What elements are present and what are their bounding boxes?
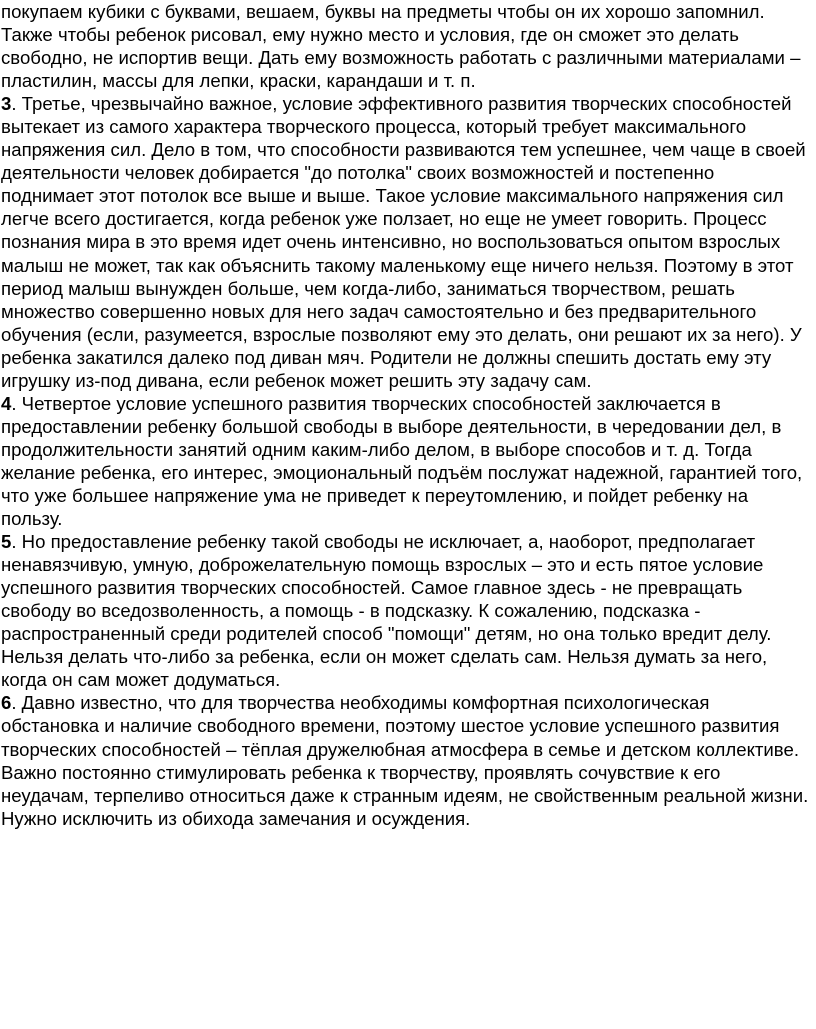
- intro-paragraph: покупаем кубики с буквами, вешаем, буквы на предметы чтобы он их хорошо запомнил. Также чтобы ребенок рисовал, ему нужно место и условия, где он сможет это делать свободно, не испортив вещи. Дать ему возможность работать с различными материалами – пластилин, массы для лепки, краски, карандаши и т. п.: [1, 1, 801, 92]
- section-5-number: 5: [1, 531, 12, 553]
- section-5-text: . Но предоставление ребенку такой свободы не исключает, а, наоборот, предполагает ненавязчивую, умную, доброжелательную помощь взрослых – это и есть пятое условие успешного развития творческих способностей. Самое главное здесь - не превращать свободу во вседозволенность, а помощь - в подсказку. К сожалению, подсказка - распространенный среди родителей способ "помощи" детям, но она только вредит делу. Нельзя делать что-либо за ребенка, если он может сделать сам. Нельзя думать за него, когда он сам может додуматься.: [1, 531, 772, 691]
- section-6-text: . Давно известно, что для творчества необходимы комфортная психологическая обстановка и наличие свободного времени, поэтому шестое условие успешного развития творческих способностей – тёплая дружелюбная атмосфера в семье и детском коллективе. Важно постоянно стимулировать ребенка к творчеству, проявлять сочувствие к его неудачам, терпеливо относиться даже к странным идеям, не свойственным реальной жизни. Нужно исключить из обихода замечания и осуждения.: [1, 692, 809, 829]
- section-4-number: 4: [1, 392, 12, 414]
- section-6-number: 6: [1, 692, 12, 714]
- section-6-paragraph: [1, 691, 810, 829]
- section-5-paragraph: [1, 530, 810, 691]
- section-4-text: . Четвертое условие успешного развития творческих способностей заключается в предоставлении ребенку большой свободы в выборе деятельности, в чередовании дел, в продолжительности занятий одним каким-либо делом, в выборе способов и т. д. Тогда желание ребенка, его интерес, эмоциональный подъём послужат надежной, гарантией того, что уже большее напряжение ума не приведет к переутомлению, и пойдет ребенку на пользу.: [1, 392, 803, 530]
- section-4-paragraph: [1, 392, 810, 530]
- section-3-text: . Третье, чрезвычайно важное, условие эффективного развития творческих способностей вытекает из самого характера творческого процесса, который требует максимального напряжения сил. Дело в том, что способности развиваются тем успешнее, чем чаще в своей деятельности человек добирается "до потолка" своих возможностей и постепенно поднимает этот потолок все выше и выше. Такое условие максимального напряжения сил легче всего достигается, когда ребенок уже ползает, но еще не умеет говорить. Процесс познания мира в это время идет очень интенсивно, но воспользоваться опытом взрослых малыш не может, так как объяснить такому маленькому еще ничего нельзя. Поэтому в этот период малыш вынужден больше, чем когда-либо, заниматься творчеством, решать множество совершенно новых для него задач самостоятельно и без предварительного обучения (если, разумеется, взрослые позволяют ему это делать, они решают их за него). У ребенка закатился далеко под диван мяч. Родители не должны спешить достать ему эту игрушку из-под дивана, если ребенок может решить эту задачу сам.: [1, 93, 806, 391]
- section-3-number: 3: [1, 93, 12, 115]
- section-3-paragraph: [1, 92, 810, 392]
- document-body: [1, 0, 810, 830]
